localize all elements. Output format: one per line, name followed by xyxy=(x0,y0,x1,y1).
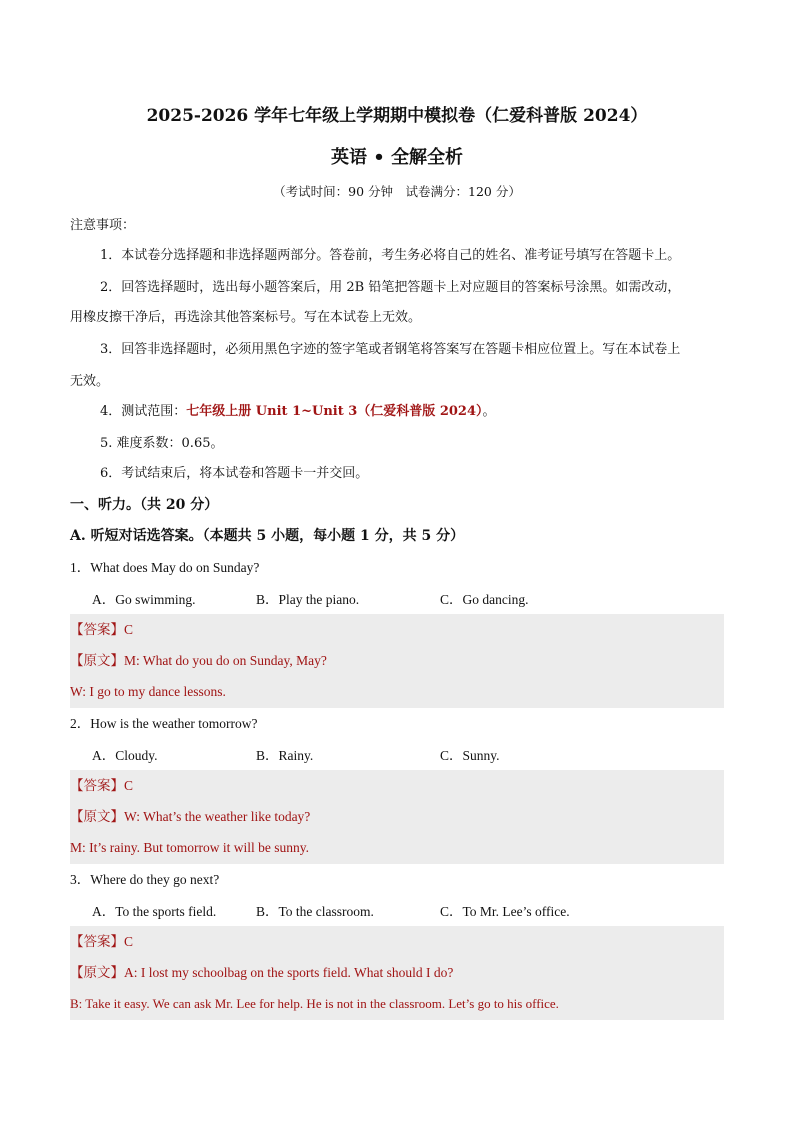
question-2-option-b: B．Rainy. xyxy=(256,748,314,763)
script-label: 【原文】 xyxy=(70,653,124,668)
note-item-4-prefix: 4．测试范围： xyxy=(100,404,187,419)
part-a-heading: A. 听短对话选答案。（本题共 5 小题，每小题 1 分，共 5 分） xyxy=(70,528,465,544)
document-subtitle: 英语 • 全解全析 xyxy=(330,147,464,168)
question-1-option-b: B．Play the piano. xyxy=(256,592,360,607)
note-item-3-line-2: 无效。 xyxy=(70,374,110,389)
question-3-stem: 3．Where do they go next? xyxy=(70,872,220,887)
script-text: W: What’s the weather like today? xyxy=(124,809,311,824)
note-item-2-line-2: 用橡皮擦干净后，再选涂其他答案标号。写在本试卷上无效。 xyxy=(70,310,422,325)
script-label: 【原文】 xyxy=(70,809,124,824)
question-1-script-line-2: W: I go to my dance lessons. xyxy=(70,684,226,699)
question-1-script-line-1 xyxy=(70,651,327,671)
note-item-2-line-1: 2．回答选择题时，选出每小题答案后，用 2B 铅笔把答题卡上对应题目的答案标号涂黑。如需改动， xyxy=(100,280,681,295)
question-1-answer xyxy=(70,620,133,640)
question-1-stem: 1．What does May do on Sunday? xyxy=(70,560,260,575)
question-2-script-line-1 xyxy=(70,807,310,827)
question-3-option-b: B．To the classroom. xyxy=(256,904,374,919)
document-title: 2025-2026 学年七年级上学期期中模拟卷（仁爱科普版 2024） xyxy=(146,106,648,126)
notes-heading: 注意事项： xyxy=(70,218,136,233)
answer-label: 【答案】 xyxy=(70,934,124,949)
question-3-option-c: C．To Mr. Lee’s office. xyxy=(440,904,570,919)
question-2-option-c: C．Sunny. xyxy=(440,748,500,763)
question-2-answer xyxy=(70,776,133,796)
question-3-script-line-2: B: Take it easy. We can ask Mr. Lee for help. He is not in the classroom. Let’s go to his office. xyxy=(70,996,559,1011)
test-scope: 七年级上册 Unit 1~Unit 3（仁爱科普版 2024） xyxy=(186,404,483,419)
note-item-4 xyxy=(100,402,496,422)
answer-value: C xyxy=(124,934,134,949)
note-item-4-suffix: 。 xyxy=(482,404,496,419)
answer-label: 【答案】 xyxy=(70,778,124,793)
question-2-stem: 2．How is the weather tomorrow? xyxy=(70,716,258,731)
question-1-option-c: C．Go dancing. xyxy=(440,592,529,607)
note-item-3-line-1: 3．回答非选择题时，必须用黑色字迹的签字笔或者钢笔将答案写在答题卡相应位置上。写在本试卷上 xyxy=(100,342,681,357)
script-text: M: What do you do on Sunday, May? xyxy=(124,653,327,668)
note-item-6: 6．考试结束后，将本试卷和答题卡一并交回。 xyxy=(100,466,369,481)
question-3-script-line-1 xyxy=(70,963,453,983)
question-3-option-a: A．To the sports field. xyxy=(92,904,217,919)
exam-info: （考试时间：90 分钟 试卷满分：120 分） xyxy=(273,184,521,199)
question-2-option-a: A．Cloudy. xyxy=(92,748,158,763)
script-text: A: I lost my schoolbag on the sports field. What should I do? xyxy=(124,965,454,980)
note-item-5: 5. 难度系数：0.65。 xyxy=(100,436,224,451)
answer-label: 【答案】 xyxy=(70,622,124,637)
answer-value: C xyxy=(124,778,134,793)
script-label: 【原文】 xyxy=(70,965,124,980)
answer-value: C xyxy=(124,622,134,637)
note-item-1: 1．本试卷分选择题和非选择题两部分。答卷前，考生务必将自己的姓名、准考证号填写在答题卡上。 xyxy=(100,248,681,263)
section-heading-listening: 一、听力。（共 20 分） xyxy=(70,497,219,513)
question-1-option-a: A．Go swimming. xyxy=(92,592,196,607)
question-2-script-line-2: M: It’s rainy. But tomorrow it will be sunny. xyxy=(70,840,309,855)
question-3-answer xyxy=(70,932,133,952)
